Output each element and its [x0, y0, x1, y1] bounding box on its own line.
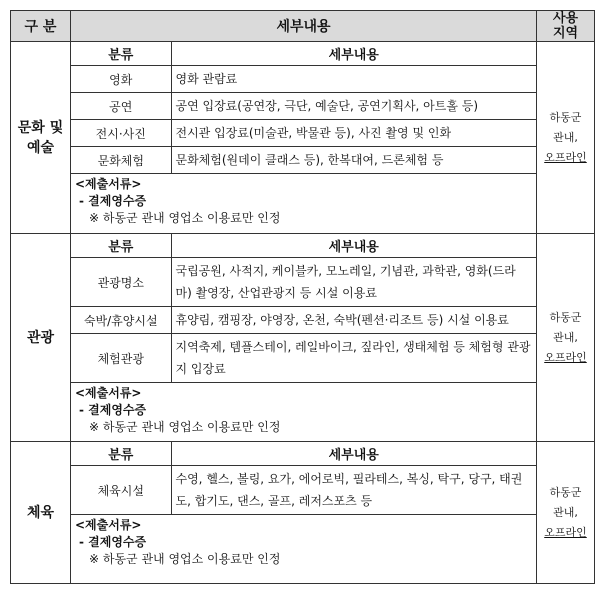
- sub-header-row: [71, 234, 536, 258]
- submission-docs: [71, 515, 536, 570]
- sub-header-detail: 세부내용: [171, 42, 536, 66]
- row-label: 문화체험: [71, 147, 171, 174]
- cropped-previous-line: [0, 0, 600, 10]
- row-detail: 문화체험(원데이 클래스 등), 한복대여, 드론체험 등: [171, 147, 536, 174]
- usage-area: [537, 442, 595, 584]
- benefit-usage-table: [10, 10, 595, 584]
- sub-header-class: 분류: [71, 234, 171, 258]
- category-cell: 체육: [11, 442, 71, 584]
- row-detail: 국립공원, 사적지, 케이블카, 모노레일, 기념관, 과학관, 영화(드라마) 촬영장, 산업관광지 등 시설 이용료: [171, 258, 536, 307]
- row-detail: 공연 입장료(공연장, 극단, 예술단, 공연기획사, 아트홀 등): [171, 93, 536, 120]
- table-row: [71, 258, 536, 307]
- header-detail: 세부내용: [71, 11, 537, 42]
- sub-header-class: 분류: [71, 42, 171, 66]
- row-detail: 영화 관람료: [171, 66, 536, 93]
- section-tourism: [11, 234, 595, 442]
- row-detail: 지역축제, 템플스테이, 레일바이크, 짚라인, 생태체험 등 체험형 관광지 입장료: [171, 334, 536, 383]
- sub-table: [71, 234, 536, 383]
- category-cell: 문화 및 예술: [11, 42, 71, 234]
- table-header-row: [11, 11, 595, 42]
- row-label: 체육시설: [71, 466, 171, 515]
- section-content: [71, 234, 537, 442]
- row-label: 공연: [71, 93, 171, 120]
- section-content: [71, 42, 537, 234]
- header-category: 구 분: [11, 11, 71, 42]
- usage-area: [537, 42, 595, 234]
- row-label: 숙박/휴양시설: [71, 307, 171, 334]
- area-line: 오프라인: [544, 150, 587, 164]
- section-sports: [11, 442, 595, 584]
- header-area: 사용 지역: [537, 11, 595, 42]
- row-label: 전시·사진: [71, 120, 171, 147]
- sub-header-detail: 세부내용: [171, 234, 536, 258]
- table-row: [71, 66, 536, 93]
- sub-header-class: 분류: [71, 442, 171, 466]
- docs-note: ※ 하동군 관내 영업소 이용료만 인정: [89, 211, 281, 225]
- row-label: 관광명소: [71, 258, 171, 307]
- row-detail: 수영, 헬스, 볼링, 요가, 에어로빅, 필라테스, 복싱, 탁구, 당구, 태권도, 합기도, 댄스, 골프, 레저스포츠 등: [171, 466, 536, 515]
- area-line: 관내,: [553, 505, 578, 519]
- docs-title: <제출서류>: [75, 386, 142, 400]
- docs-item: - 결제영수증: [79, 535, 147, 549]
- sub-header-detail: 세부내용: [171, 442, 536, 466]
- area-line: 하동군: [549, 310, 582, 324]
- area-line: 관내,: [553, 330, 578, 344]
- row-label: 영화: [71, 66, 171, 93]
- docs-note: ※ 하동군 관내 영업소 이용료만 인정: [89, 552, 281, 566]
- row-label: 체험관광: [71, 334, 171, 383]
- submission-docs: [71, 383, 536, 438]
- category-cell: 관광: [11, 234, 71, 442]
- docs-title: <제출서류>: [75, 518, 142, 532]
- table-row: [71, 466, 536, 515]
- table-row: [71, 120, 536, 147]
- table-row: [71, 93, 536, 120]
- area-line: 하동군: [549, 485, 582, 499]
- row-detail: 전시관 입장료(미술관, 박물관 등), 사진 촬영 및 인화: [171, 120, 536, 147]
- area-line: 하동군: [549, 110, 582, 124]
- sub-header-row: [71, 42, 536, 66]
- docs-title: <제출서류>: [75, 177, 142, 191]
- area-line: 오프라인: [544, 525, 587, 539]
- area-line: 오프라인: [544, 350, 587, 364]
- table-row: [71, 147, 536, 174]
- sub-table: [71, 42, 536, 174]
- area-line: 관내,: [553, 130, 578, 144]
- section-culture: [11, 42, 595, 234]
- row-detail: 휴양림, 캠핑장, 야영장, 온천, 숙박(펜션·리조트 등) 시설 이용료: [171, 307, 536, 334]
- table-row: [71, 307, 536, 334]
- docs-note: ※ 하동군 관내 영업소 이용료만 인정: [89, 420, 281, 434]
- table-row: [71, 334, 536, 383]
- docs-item: - 결제영수증: [79, 403, 147, 417]
- section-content: [71, 442, 537, 584]
- usage-area: [537, 234, 595, 442]
- sub-header-row: [71, 442, 536, 466]
- docs-item: - 결제영수증: [79, 194, 147, 208]
- sub-table: [71, 442, 536, 515]
- submission-docs: [71, 174, 536, 229]
